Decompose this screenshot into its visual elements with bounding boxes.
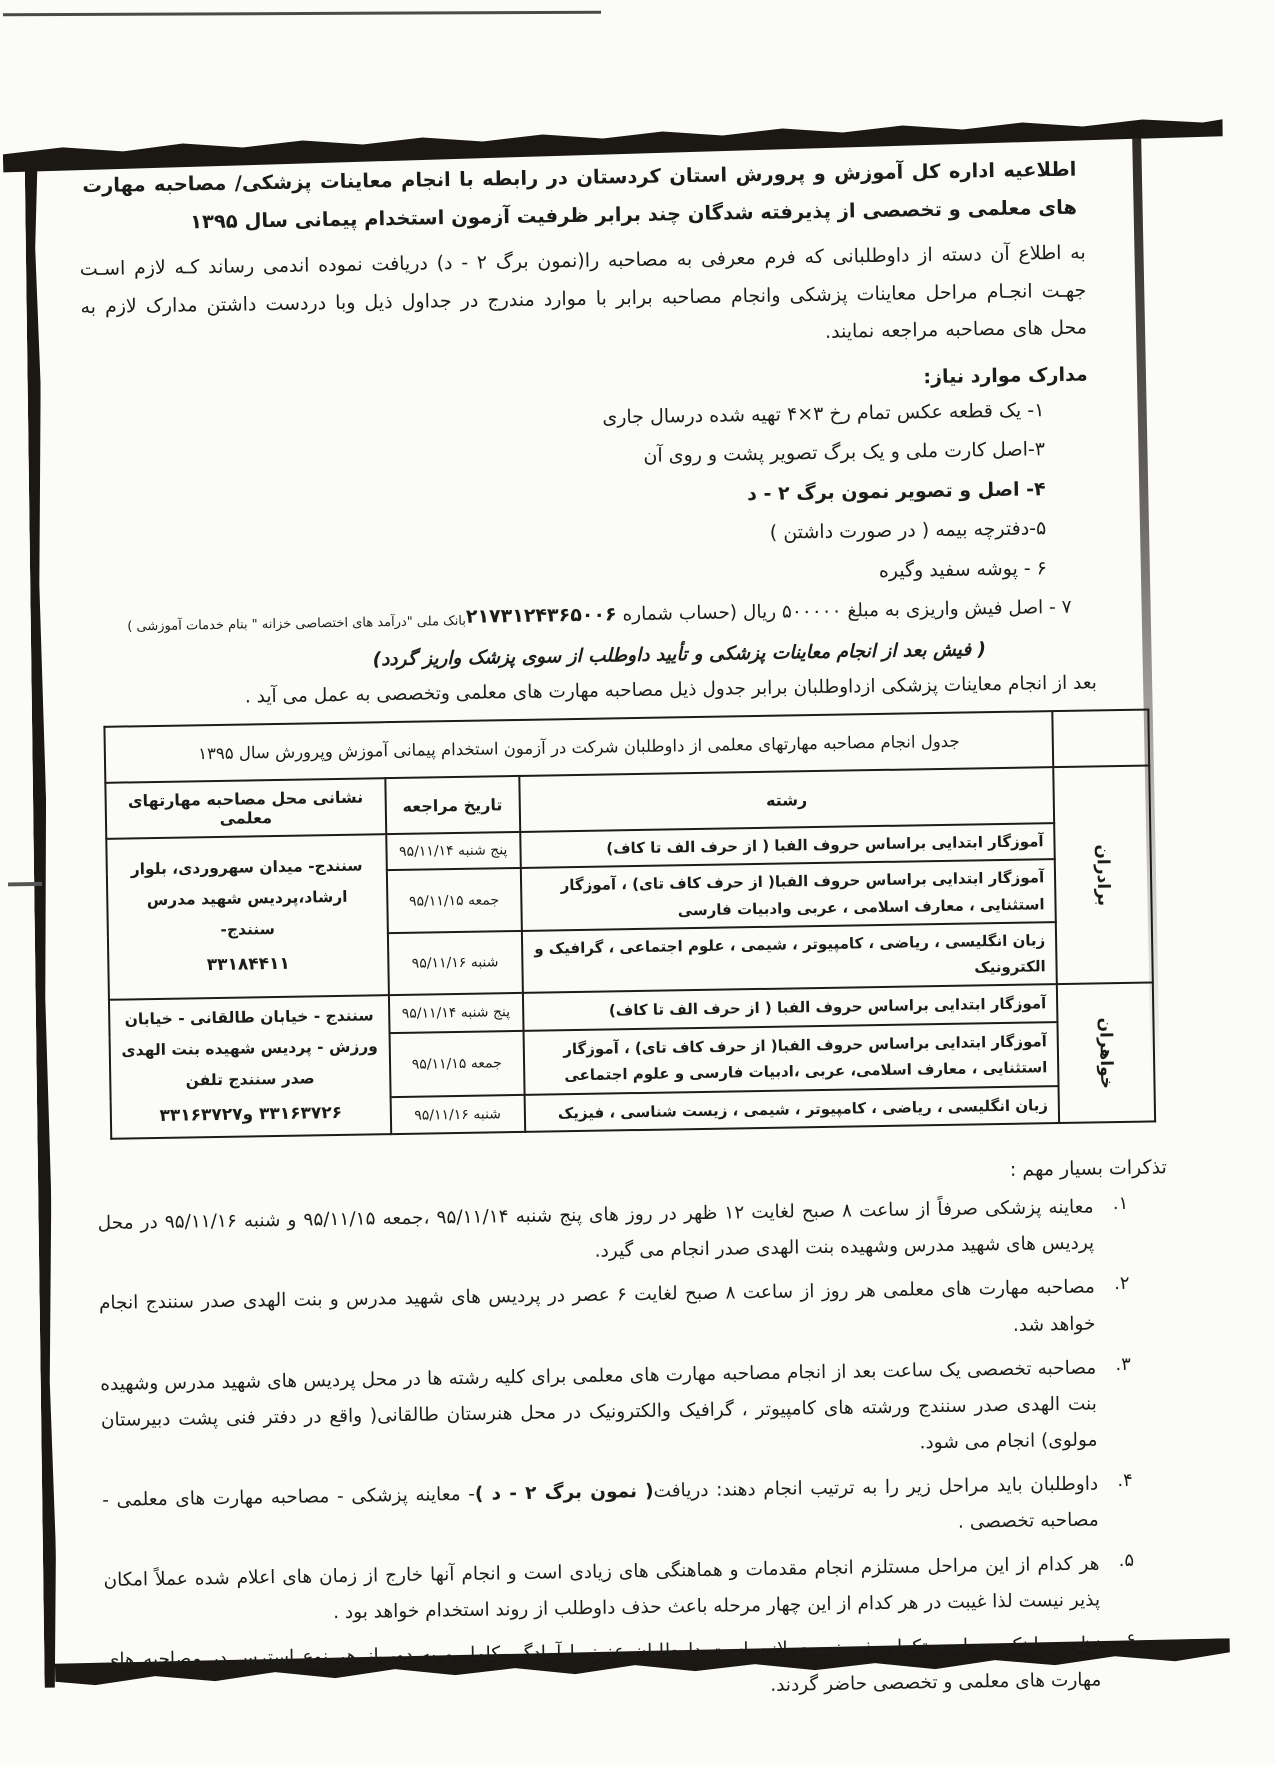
payment-item-text: ۷ - اصل فیش واریزی به مبلغ ۵۰۰۰۰۰ ریال (حساب شماره (616, 596, 1072, 626)
field-cell: آموزگار ابتدایی براساس حروف الفبا( از حرف کاف تای) ، آموزگار استثنایی ، معارف اسلامی، عربی ،ادبیات فارسی و علوم اجتماعی (523, 1022, 1058, 1095)
field-cell: آموزگار ابتدایی براساس حروف الفبا ( از حرف الف تا کاف) (520, 823, 1055, 868)
note-number: ۵. (1118, 1549, 1135, 1572)
address-cell (109, 995, 391, 1139)
column-header-field: رشته (519, 767, 1054, 832)
note-item (99, 1546, 1142, 1635)
note-item (96, 1349, 1140, 1474)
table-corner-cell (1052, 710, 1149, 768)
payment-item (83, 593, 1071, 638)
note-item (95, 1269, 1138, 1358)
date-cell: شنبه ۹۵/۱۱/۱۶ (388, 931, 523, 996)
fee-deposit-note: ( فیش بعد از انجام معاینات پزشکی و تأیید داوطلب از سوی پزشک واریز گردد) (372, 638, 987, 671)
field-cell: زبان انگلیسی ، ریاضی ، کامپیوتر ، شیمی ، علوم اجتماعی ، گرافیک و الکترونیک (521, 922, 1056, 993)
date-cell: جمعه ۹۵/۱۱/۱۵ (387, 868, 522, 933)
scan-border-left (25, 156, 58, 1688)
left-margin-artifact (8, 882, 42, 887)
note-text: داوطلبان باید مراحل زیر را به ترتیب انجام دهند: دریافت( نمون برگ ۲ - د )- معاینه پزشکی - مصاحبه مهارت های معلمی - مصاحبه تخصصی . (102, 1473, 1099, 1533)
phone-number: ۳۳۱۸۴۴۱۱ (206, 953, 290, 976)
note-item (101, 1626, 1144, 1715)
note-number: ۶. (1119, 1629, 1136, 1652)
date-cell: پنج شنبه ۹۵/۱۱/۱۴ (389, 993, 523, 1033)
field-cell: آموزگار ابتدایی براساس حروف الفبا( از حرف کاف تای) ، آموزگار استثنایی ، معارف اسلامی ، عربی وادبیات فارسی (520, 859, 1055, 930)
document-item: ۳-اصل کارت ملی و یک برگ تصویر پشت و روی آن (643, 438, 1046, 468)
note-text: معاینه پزشکی صرفاً از ساعت ۸ صبح لغایت ۱۲ ظهر در روز های پنج شنبه ۹۵/۱۱/۱۴ ،جمعه ۹۵/۱۱/۱۵ و شنبه ۹۵/۱۱/۱۶ در محل پردیس های شهید مدرس وشهیده بنت الهدی صدر انجام می گیرد. (97, 1196, 1095, 1263)
documents-heading: مدارک موارد نیاز: (923, 363, 1088, 389)
bank-detail-text: بانک ملی "درآمد های اختصاصی خزانه " بنام خدمات آموزشی ) (127, 613, 467, 635)
group-label-sisters: خواهران (1057, 983, 1155, 1124)
date-cell: پنج شنبه ۹۵/۱۱/۱۴ (386, 832, 520, 870)
address-text: سنندج- میدان سهروردی، بلوار ارشاد،پردیس شهید مدرس سنندج- (130, 856, 363, 940)
note-number: ۳. (1115, 1353, 1132, 1375)
field-cell: زبان انگلیسی ، ریاضی ، کامپیوتر ، شیمی ، زیست شناسی ، فیزیک (524, 1086, 1059, 1132)
table-title: جدول انجام مصاحبه مهارتهای معلمی از داوطلبان شرکت در آزمون استخدام پیمانی آموزش وپرورش سال ۱۳۹۵ (104, 711, 1053, 783)
notice-title: اطلاعیه اداره کل آموزش و پرورش استان کردستان در رابطه با انجام معاینات پزشکی/ مصاحبه مهارت های معلمی و تخصصی از پذیرفته شدگان چند برابر ظرفیت آزمون استخدام پیمانی سال ۱۳۹۵ (82, 157, 1078, 234)
field-cell: آموزگار ابتدایی براساس حروف الفبا ( از حرف الف تا کاف) (523, 984, 1058, 1030)
column-header-date: تاریخ مراجعه (385, 776, 520, 834)
note-number: ۲. (1113, 1273, 1130, 1295)
note-text: مصاحبه تخصصی یک ساعت بعد از انجام مصاحبه مهارت های معلمی برای کلیه رشته ها در محل پردیس های شهید مدرس وشهیده بنت الهدی صدر سنندج ورشته های کامپیوتر ، گرافیک والکترونیک در محل هنرستان طالقانی( واقع در دفتر فنی پشت دبیرستان مولوی) انجام می شود. (100, 1357, 1098, 1454)
document-item: ۴- اصل و تصویر نمون برگ ۲ - د (747, 477, 1046, 505)
note-item (98, 1466, 1141, 1555)
note-text: هر کدام از این مراحل مستلزم انجام مقدمات و هماهنگی های زیادی است و انجام آنها خارج از زمان های اعلام شده عملاً امکان پذیر نیست لذا غیبت در هر کدام از این چهار مرحله باعث حذف داوطلب از روند استخدام خواهد بود . (103, 1553, 1101, 1624)
address-text: سنندج - خیابان طالقانی - خیابان ورزش - پردیس شهیده بنت الهدی صدر سنندج تلفن (121, 1006, 379, 1090)
column-header-address: نشانی محل مصاحبه مهارتهای معلمی (105, 778, 386, 839)
document-item: ۶ - پوشه سفید وگیره (878, 556, 1048, 582)
interview-schedule-table (103, 709, 1156, 1141)
group-label-brothers: برادران (1053, 766, 1152, 985)
date-cell: جمعه ۹۵/۱۱/۱۵ (389, 1031, 524, 1098)
note-number: ۴. (1117, 1469, 1133, 1491)
note-item (93, 1189, 1136, 1278)
intro-paragraph: به اطلاع آن دسته از داوطلبانی که فرم معرفی به مصاحبه را(نمون برگ ۲ - د) دریافت نموده اندمی رساند کـه لازم اسـت جهـت انجـام مراحل معاینات پزشکی وانجام مصاحبه برابر با موارد مندرج در جداول ذیل وبا دردست داشتن مدارک لازم به محل های مصاحبه مراجعه نمایند. (79, 241, 1088, 344)
phone-number: ۳۳۱۶۳۷۲۶ و۳۳۱۶۳۷۲۷ (159, 1103, 343, 1127)
note-text: نظر به اینکه مصاحبه تکرار پذیر نیست لازم است داوطلبان عزیز با آمادگی کامل و به دور از هر نوع استرس در مصاحبه های مهارت های معلمی و تخصصی حاضر گردند. (104, 1633, 1102, 1697)
document-item: ۱- یک قطعه عکس تمام رخ ۳×۴ تهیه شده درسال جاری (602, 399, 1045, 429)
document-item: ۵-دفترچه بیمه ( در صورت داشتن ) (769, 517, 1047, 544)
date-cell: شنبه ۹۵/۱۱/۱۶ (390, 1095, 524, 1135)
note-number: ۱. (1112, 1193, 1129, 1215)
address-cell (106, 834, 388, 1000)
important-notes-heading: تذکرات بسیار مهم : (1009, 1156, 1168, 1182)
after-exam-note: بعد از انجام معاینات پزشکی ازداوطلبان برابر جدول ذیل مصاحبه مهارت های معلمی وتخصصی به عمل می آید . (244, 672, 1098, 708)
account-number: ۲۱۷۳۱۲۴۳۶۵۰۰۶ (465, 603, 617, 628)
note-text: مصاحبه مهارت های معلمی هر روز از ساعت ۸ صبح لغایت ۶ عصر در پردیس های شهید مدرس و بنت الهدی صدر سنندج انجام خواهد شد. (98, 1276, 1096, 1336)
notice-body (76, 139, 1174, 1721)
